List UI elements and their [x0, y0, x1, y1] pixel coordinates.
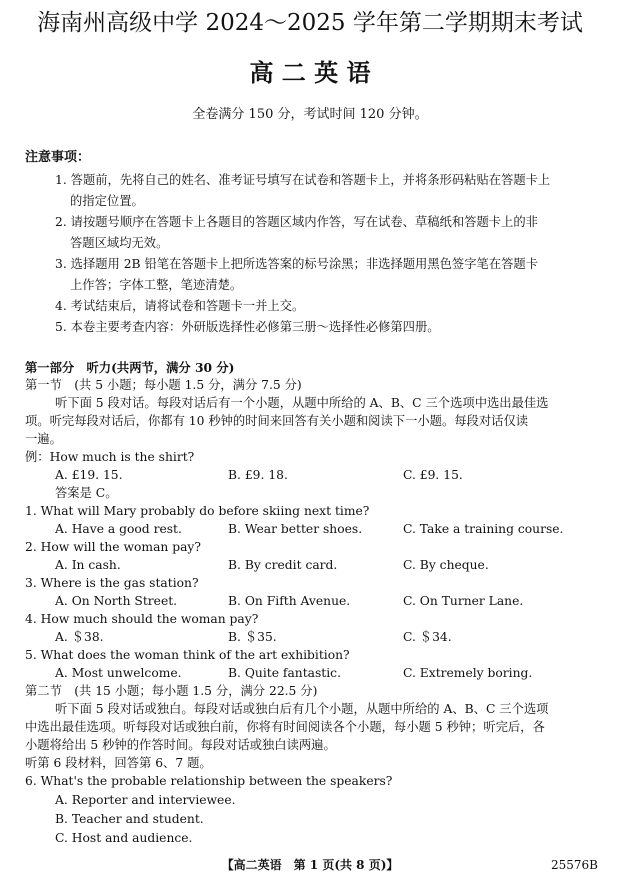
- note-item-4: 4. 考试结束后，请将试卷和答题卡一并上交。: [55, 299, 305, 313]
- q1-option-c: C. Take a training course.: [403, 522, 564, 536]
- q1-option-b: B. Wear better shoes.: [228, 522, 363, 536]
- note-item-5: 5. 本卷主要考查内容：外研版选择性必修第三册～选择性必修第四册。: [55, 320, 440, 334]
- notes-heading: 注意事项：: [25, 150, 91, 165]
- question-6: 6. What's the probable relationship between the speakers?: [25, 774, 393, 788]
- question-1: 1. What will Mary probably do before skiing next time?: [25, 504, 370, 518]
- part1-heading: 第一部分 听力(共两节，满分 30 分): [25, 360, 235, 375]
- subject-title: 高 二 英 语: [249, 58, 371, 87]
- section2-heading: 第二节 (共 15 小题；每小题 1.5 分，满分 22.5 分): [25, 684, 318, 698]
- example-option-c: C. £9. 15.: [403, 468, 463, 482]
- paper-code: 25576B: [551, 858, 598, 872]
- question-4: 4. How much should the woman pay?: [25, 612, 259, 626]
- q5-option-a: A. Most unwelcome.: [55, 666, 182, 680]
- q4-option-a: A. ＄38.: [55, 630, 104, 644]
- q6-option-a: A. Reporter and interviewee.: [55, 793, 236, 807]
- section1-heading: 第一节 (共 5 小题；每小题 1.5 分，满分 7.5 分): [25, 378, 302, 392]
- exam-title: 海南州高级中学 2024～2025 学年第二学期期末考试: [37, 10, 583, 36]
- example-question: 例：How much is the shirt?: [25, 450, 195, 464]
- section2-instruction-line3: 小题将给出 5 秒钟的作答时间。每段对话或独白读两遍。: [25, 738, 336, 752]
- section2-instruction-line1: 听下面 5 段对话或独白。每段对话或独白后有几个小题，从题中所给的 A、B、C 三个选项: [55, 702, 549, 716]
- q3-option-a: A. On North Street.: [55, 594, 178, 608]
- note-item-1-line1: 1. 答题前，先将自己的姓名、准考证号填写在试卷和答题卡上，并将条形码粘贴在答题卡上: [55, 173, 551, 187]
- section1-instruction-line3: 一遍。: [25, 432, 62, 446]
- section1-instruction-line2: 项。听完每段对话后，你都有 10 秒钟的时间来回答有关小题和阅读下一小题。每段对话仅读: [25, 414, 529, 428]
- q6-option-b: B. Teacher and student.: [55, 812, 204, 826]
- q2-option-a: A. In cash.: [55, 558, 121, 572]
- q6-option-c: C. Host and audience.: [55, 831, 193, 845]
- note-item-2-line1: 2. 请按题号顺序在答题卡上各题目的答题区域内作答，写在试卷、草稿纸和答题卡上的非: [55, 215, 538, 229]
- q4-option-b: B. ＄35.: [228, 630, 277, 644]
- q4-option-c: C. ＄34.: [403, 630, 452, 644]
- note-item-2-line2: 答题区域均无效。: [70, 236, 169, 250]
- q2-option-b: B. By credit card.: [228, 558, 338, 572]
- question-2: 2. How will the woman pay?: [25, 540, 201, 554]
- section1-instruction-line1: 听下面 5 段对话。每段对话后有一个小题，从题中所给的 A、B、C 三个选项中选出最佳选: [55, 396, 549, 410]
- q2-option-c: C. By cheque.: [403, 558, 489, 572]
- section2-instruction-line2: 中选出最佳选项。听每段对话或独白前，你将有时间阅读各个小题，每小题 5 秒钟；听完后，各: [25, 720, 545, 734]
- example-option-a: A. £19. 15.: [55, 468, 123, 482]
- q1-option-a: A. Have a good rest.: [55, 522, 182, 536]
- score-info: 全卷满分 150 分，考试时间 120 分钟。: [192, 107, 428, 122]
- page-footer-label: 【高二英语 第 1 页(共 8 页)】: [221, 858, 399, 872]
- question-3: 3. Where is the gas station?: [25, 576, 199, 590]
- note-item-1-line2: 的指定位置。: [70, 194, 144, 208]
- q5-option-b: B. Quite fantastic.: [228, 666, 341, 680]
- note-item-3-line2: 上作答；字体工整，笔迹清楚。: [70, 278, 243, 292]
- note-item-3-line1: 3. 选择题用 2B 铅笔在答题卡上把所选答案的标号涂黑；非选择题用黑色签字笔在答题卡: [55, 257, 539, 271]
- question-5: 5. What does the woman think of the art exhibition?: [25, 648, 350, 662]
- example-option-b: B. £9. 18.: [228, 468, 288, 482]
- q3-option-b: B. On Fifth Avenue.: [228, 594, 351, 608]
- q5-option-c: C. Extremely boring.: [403, 666, 533, 680]
- example-answer: 答案是 C。: [55, 486, 118, 500]
- q3-option-c: C. On Turner Lane.: [403, 594, 524, 608]
- material-6-note: 听第 6 段材料，回答第 6、7 题。: [25, 756, 212, 770]
